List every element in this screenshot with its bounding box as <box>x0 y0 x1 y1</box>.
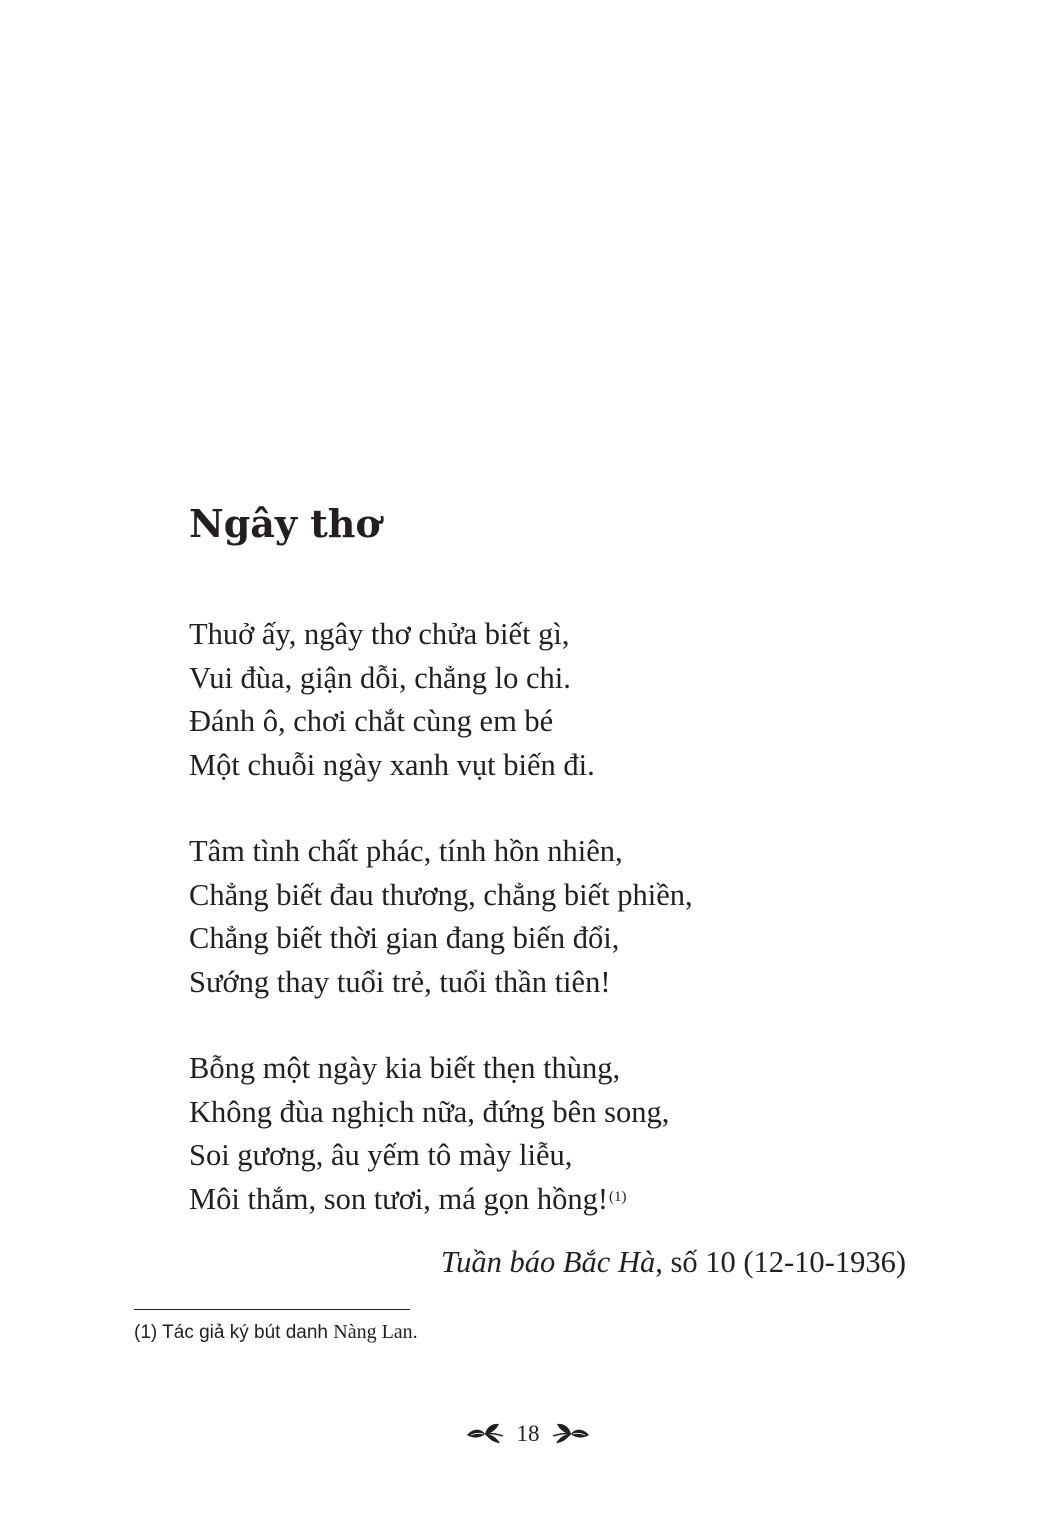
poem-line: Không đùa nghịch nữa, đứng bên song, <box>189 1094 670 1129</box>
poem-line: Sướng thay tuổi trẻ, tuổi thần tiên! <box>189 964 611 999</box>
leaf-ornament-icon <box>465 1420 505 1448</box>
poem-line: Tâm tình chất phác, tính hồn nhiên, <box>189 834 623 868</box>
footnote <box>134 1319 418 1346</box>
poem-line: Vui đùa, giận dỗi, chẳng lo chi. <box>189 660 571 695</box>
poem-line: Chẳng biết đau thương, chẳng biết phiền, <box>189 877 693 912</box>
stanza-3 <box>189 1047 949 1221</box>
poem-line: Bỗng một ngày kia biết thẹn thùng, <box>189 1051 621 1085</box>
poem-line: Chẳng biết thời gian đang biến đổi, <box>189 921 620 955</box>
poem-line: Thuở ấy, ngây thơ chửa biết gì, <box>189 617 570 651</box>
footnote-text: (1) Tác giả ký bút danh <box>134 1322 334 1343</box>
poem-title: Ngây thơ <box>189 501 381 546</box>
page-footer <box>0 1414 1056 1454</box>
poem-line-last <box>189 1178 949 1222</box>
source-issue: , số 10 (12-10-1936) <box>655 1245 906 1279</box>
poem-body <box>189 613 949 1264</box>
source-publication: Tuần báo Bắc Hà <box>440 1245 656 1279</box>
source-citation <box>441 1240 906 1284</box>
poem-line: Soi gương, âu yếm tô mày liễu, <box>189 1138 573 1172</box>
footnote-divider <box>134 1309 410 1310</box>
leaf-ornament-icon <box>551 1420 591 1448</box>
stanza-2 <box>189 830 949 1004</box>
stanza-1 <box>189 613 949 787</box>
poem-line: Một chuỗi ngày xanh vụt biến đi. <box>189 747 595 782</box>
footnote-reference[interactable]: (1) <box>608 1188 627 1205</box>
footnote-pen-name: Nàng Lan. <box>333 1321 418 1343</box>
page-number: 18 <box>516 1421 540 1446</box>
poem-line-text: Môi thắm, son tươi, má gọn hồng! <box>189 1181 608 1216</box>
poem-line: Đánh ô, chơi chắt cùng em bé <box>189 704 554 738</box>
